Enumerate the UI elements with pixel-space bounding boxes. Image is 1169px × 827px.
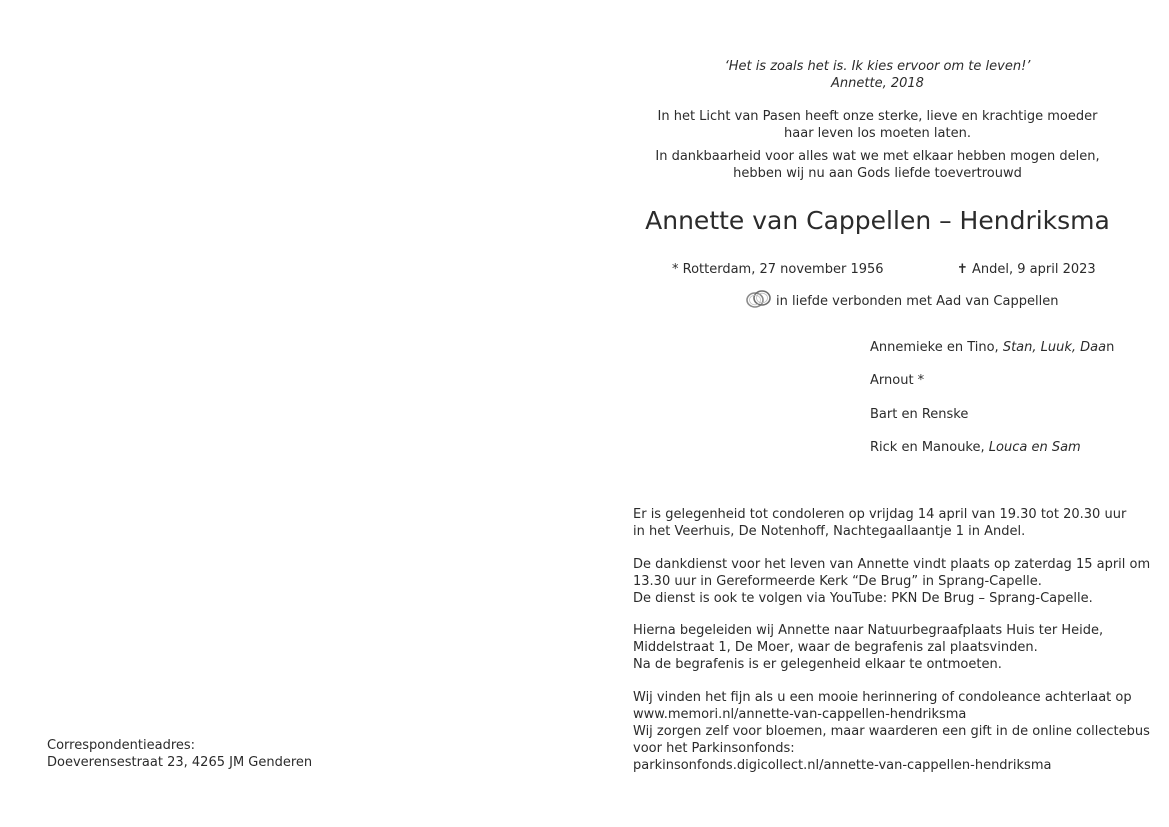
paragraph-line: 13.30 uur in Gereformeerde Kerk “De Brug” in Sprang-Capelle.	[633, 574, 1042, 589]
deceased-name: Annette van Cappellen – Hendriksma	[645, 206, 1110, 235]
family-children: Louca en Sam	[988, 440, 1081, 455]
service-paragraph	[633, 556, 1151, 607]
paragraph-line: in het Veerhuis, De Notenhoff, Nachtegaallaantje 1 in Andel.	[633, 524, 1026, 539]
paragraph-line: Na de begrafenis is er gelegenheid elkaar te ontmoeten.	[633, 657, 1002, 672]
family-member-line	[870, 439, 1081, 456]
family-children: Stan, Luuk, Daa	[1002, 340, 1107, 355]
family-member-line	[870, 406, 968, 423]
paragraph-line: Wij zorgen zelf voor bloemen, maar waarderen een gift in de online collectebus	[633, 724, 1150, 739]
correspondence-block	[47, 737, 312, 771]
intro-line: haar leven los moeten laten.	[784, 126, 971, 141]
intro-line: In het Licht van Pasen heeft onze sterke, lieve en krachtige moeder	[657, 109, 1098, 124]
condolence-paragraph	[633, 506, 1133, 540]
quote-author: Annette, 2018	[831, 76, 924, 91]
family-member-line	[870, 372, 924, 389]
family-names: Bart en Renske	[870, 407, 969, 422]
wedding-rings-icon	[744, 289, 774, 314]
memori-paragraph	[633, 689, 1150, 774]
paragraph-line: De dienst is ook te volgen via YouTube: PKN De Brug – Sprang-Capelle.	[633, 591, 1093, 606]
memori-url: www.memori.nl/annette-van-cappellen-hendriksma	[633, 707, 967, 722]
correspondence-address: Doeverensestraat 23, 4265 JM Genderen	[47, 755, 313, 770]
intro-line: hebben wij nu aan Gods liefde toevertrouwd	[733, 166, 1022, 181]
quote-text: ‘Het is zoals het is. Ik kies ervoor om te leven!’	[724, 59, 1031, 74]
family-tail: n	[1106, 340, 1115, 355]
family-names: Annemieke en Tino,	[870, 340, 1003, 355]
parkinson-url: parkinsonfonds.digicollect.nl/annette-van-cappellen-hendriksma	[633, 758, 1052, 773]
paragraph-line: Hierna begeleiden wij Annette naar Natuurbegraafplaats Huis ter Heide,	[633, 623, 1104, 638]
family-names: Rick en Manouke,	[870, 440, 989, 455]
family-member-line	[870, 339, 1114, 356]
quote-block	[620, 58, 1135, 92]
intro-line: In dankbaarheid voor alles wat we met elkaar hebben mogen delen,	[655, 149, 1100, 164]
married-line	[744, 289, 1058, 314]
intro-block	[620, 108, 1135, 182]
married-text: in liefde verbonden met Aad van Cappellen	[776, 294, 1059, 309]
paragraph-line: Middelstraat 1, De Moer, waar de begrafenis zal plaatsvinden.	[633, 640, 1038, 655]
paragraph-line: Wij vinden het fijn als u een mooie herinnering of condoleance achterlaat op	[633, 690, 1132, 705]
burial-paragraph	[633, 622, 1133, 673]
correspondence-label: Correspondentieadres:	[47, 738, 196, 753]
paragraph-line: Er is gelegenheid tot condoleren op vrijdag 14 april van 19.30 tot 20.30 uur	[633, 507, 1127, 522]
family-names: Arnout *	[870, 373, 925, 388]
paragraph-line: voor het Parkinsonfonds:	[633, 741, 795, 756]
death-info: ✝ Andel, 9 april 2023	[957, 262, 1096, 277]
birth-info: * Rotterdam, 27 november 1956	[672, 262, 884, 277]
paragraph-line: De dankdienst voor het leven van Annette vindt plaats op zaterdag 15 april om	[633, 557, 1151, 572]
